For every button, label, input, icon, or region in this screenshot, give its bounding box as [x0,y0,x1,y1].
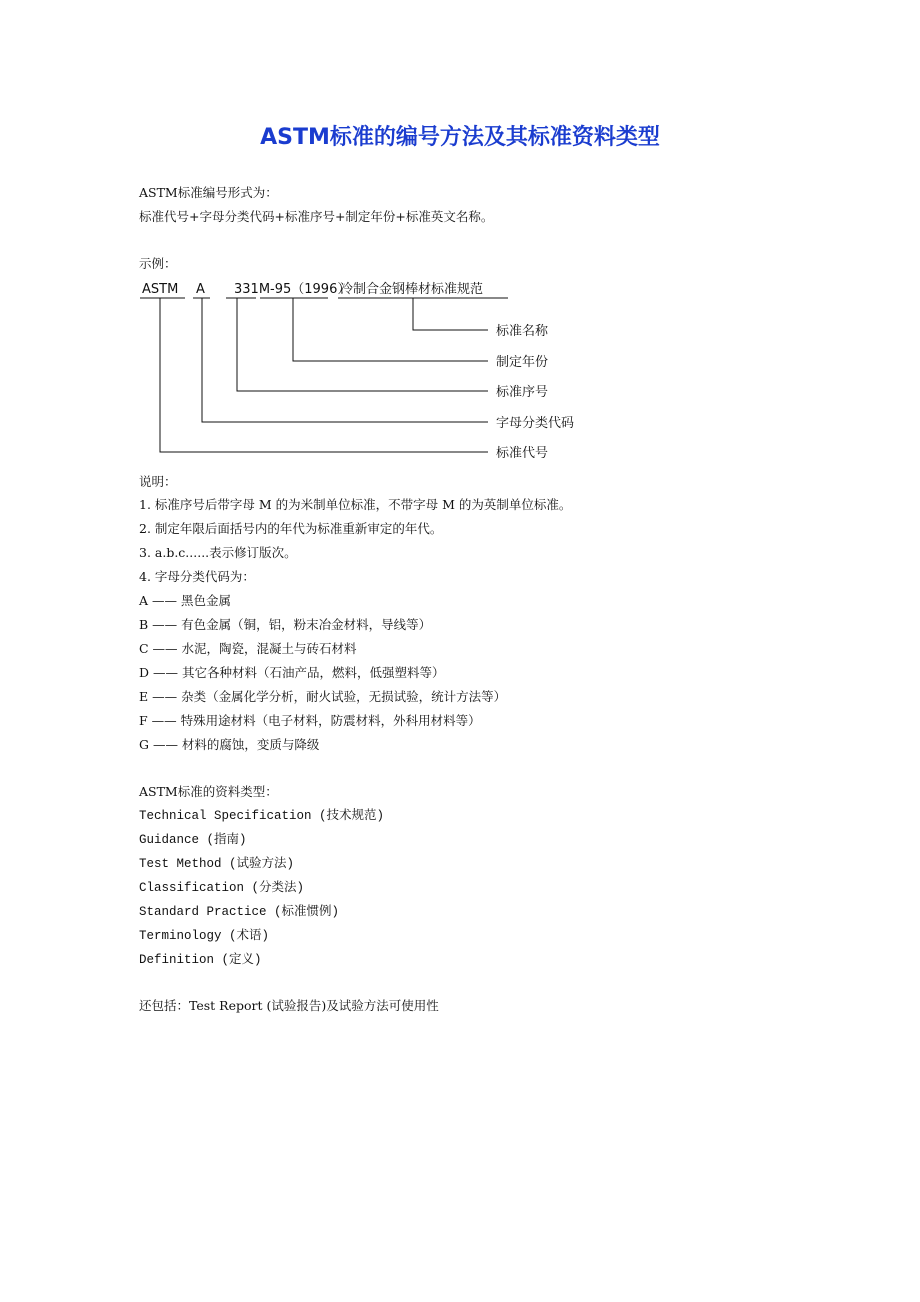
connector-serial [237,298,488,391]
type-item: Terminology (术语) [139,929,270,943]
example-part-serial-year: 331M-95（1996） [234,282,351,297]
example-part-letter-code: A [196,282,205,297]
code-item: B —— 有色金属（铜，铝，粉末冶金材料，导线等） [139,617,432,632]
type-item: Standard Practice (标准惯例) [139,905,340,919]
numbering-diagram [130,270,610,465]
connector-standard-code [160,298,488,452]
notes-label: 说明： [139,474,177,489]
connector-letter-code [202,298,488,422]
callout-standard-title: 标准名称 [496,324,549,339]
note-item: 4. 字母分类代码为： [139,569,255,584]
code-item: F —— 特殊用途材料（电子材料，防震材料，外科用材料等） [139,713,481,728]
note-item: 2. 制定年限后面括号内的年代为标准重新审定的年代。 [139,521,443,536]
note-item: 1. 标准序号后带字母 M 的为米制单位标准，不带字母 M 的为英制单位标准。 [139,497,572,512]
page-title: ASTM标准的编号方法及其标准资料类型 [260,125,660,150]
footer-note: 还包括：Test Report (试验报告)及试验方法可使用性 [139,998,439,1013]
callout-year: 制定年份 [496,355,549,370]
example-part-standard-code: ASTM [142,282,179,297]
callout-letter-code: 字母分类代码 [496,416,575,431]
example-part-title: 冷制合金钢棒材标准规范 [340,282,484,297]
format-description: 标准代号+字母分类代码+标准序号+制定年份+标准英文名称。 [139,209,494,224]
callout-serial: 标准序号 [496,385,549,400]
type-item: Technical Specification (技术规范) [139,809,385,823]
code-item: G —— 材料的腐蚀，变质与降级 [139,737,320,752]
types-label: ASTM标准的资料类型： [139,784,278,799]
code-item: C —— 水泥，陶瓷，混凝土与砖石材料 [139,641,357,656]
type-item: Classification (分类法) [139,881,305,895]
note-item: 3. a.b.c......表示修订版次。 [139,545,297,560]
code-item: A —— 黑色金属 [139,593,231,608]
type-item: Guidance (指南) [139,833,247,847]
code-item: E —— 杂类（金属化学分析，耐火试验，无损试验，统计方法等） [139,689,507,704]
connector-title [413,298,488,330]
format-label: ASTM标准编号形式为： [139,185,278,200]
type-item: Test Method (试验方法) [139,857,295,871]
callout-standard-code: 标准代号 [496,446,549,461]
type-item: Definition (定义) [139,953,262,967]
code-item: D —— 其它各种材料（石油产品，燃料，低强塑料等） [139,665,445,680]
example-label: 示例： [139,256,177,271]
